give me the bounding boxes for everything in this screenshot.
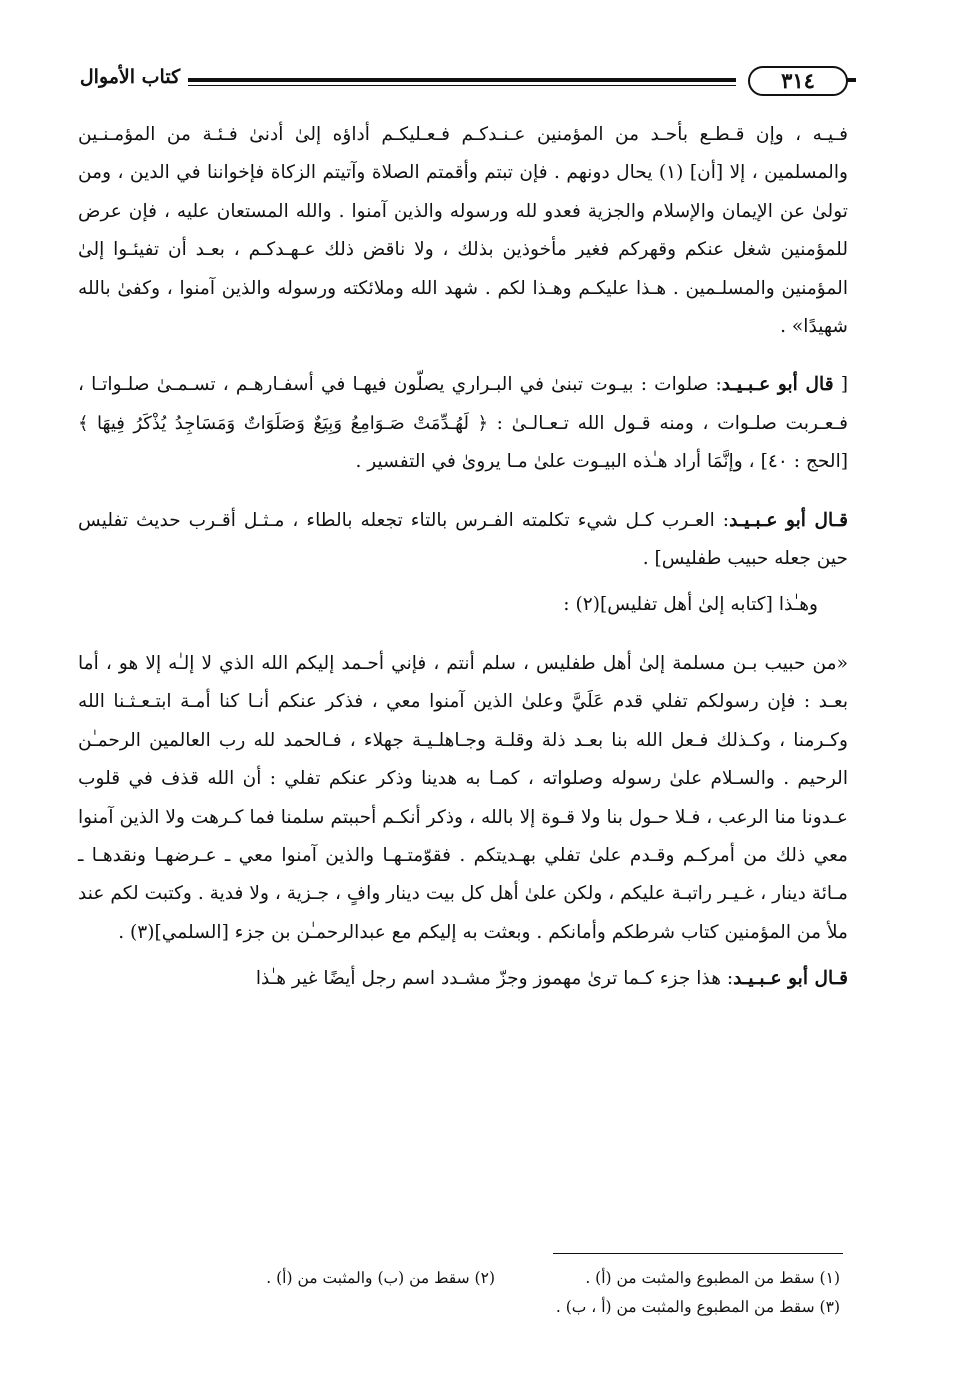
text-segment: [الحج : ٤٠] ، وإنَّمَا أراد هـٰذه البيـوت علىٰ مـا يروىٰ في التفسير . — [355, 451, 848, 473]
paragraph-salawat — [78, 366, 848, 481]
paragraph-treaty-end: فـيـه ، وإن قـطـع بأحـد من المؤمنين عـنـدكـم فـعـليكـم أداؤه إلىٰ أدنىٰ فـئـة من المؤمـنـين والمسلمين ، إلا [أن] (١) يحال دونهم . فإن تبتم وأقمتم الصلاة وآتيتم الزكاة فإخواننا في الدين ، ومن تولىٰ عن الإيمان والإسلام والجزية فعدو لله ورسوله والذين آمنوا . والله المستعان عليه ، فإن عرض للمؤمنين شغل عنكم وقهركم فغير مأخوذين بذلك ، ولا ناقض ذلك عـهـدكـم ، بعـد أن تفيئـوا إلىٰ المؤمنين والمسلـمين . هـذا عليكـم وهـذا لكم . شهد الله وملائكته ورسوله والذين آمنوا ، وكفىٰ بالله شهيدًا» . — [78, 124, 848, 338]
header-rule — [188, 78, 736, 86]
quran-verse: ﴿ لَهُـدِّمَتْ صَـوَامِعُ وَبِيَعٌ وَصَلَوَاتٌ وَمَسَاجِدُ يُذْكَرُ فِيهَا ﴾ — [78, 412, 488, 434]
paragraph-juz — [78, 960, 848, 998]
book-title: كتاب الأموال — [79, 66, 181, 88]
page-body — [78, 116, 848, 999]
paragraph-letter: «من حبيب بـن مسلمة إلىٰ أهل طفليس ، سلم أنتم ، فإني أحـمد إليكم الله الذي لا إلـٰه إلا هو ، أما بعـد : فإن رسولكم تفلي قدم عَلَيَّ وعلىٰ الذين آمنوا معي ، فذكر عنكم أنـا كنا أمـة ابتـعـثـنا الله وكـرمنا ، وكـذلك فـعل الله بنا بعـد ذلة وقلـة وجـاهلـيـة جهلاء ، فـالحمد لله رب العالمين الرحمـٰن الرحيم . والسـلام علىٰ رسوله وصلواته ، كمـا به هدينا وذكر عنكم تفلي : أن الله قذف في قلوب عـدونا منا الرعب ، فـلا حـول بنا ولا قـوة إلا بالله ، وذكر أنكـم أحببتم سلمنا فما كـرهت ولا الذين آمنوا معي ذلك من أمركـم وقـدم علىٰ تفلي بهـديتكم . فقوّمتـهـا والذين آمنوا معي ـ عـرضهـا ونقدهـا ـ مـائة دينار ، غـيـر راتبـة عليكم ، ولكن علىٰ أهل كل بيت دينار وافٍ ، جـزية ، ولا فدية . وكتبت لكم عند ملأ من المؤمنين كتاب شرطكم وأمانكم . وبعثت به إليكم مع عبدالرحمـٰن بن جزء [السلمي](٣) . — [78, 652, 848, 943]
speaker-abu-ubaid: قـال أبو عـبـيـد — [733, 968, 848, 990]
paragraph-letter-intro: وهـٰذا [كتابه إلىٰ أهل تفليس](٢) : — [563, 594, 818, 616]
text-segment: : هذا جزء كـما ترىٰ مهموز وجزّ مشـدد اسم رجل أيضًا غير هـٰذا — [255, 968, 734, 990]
footnotes — [150, 1264, 840, 1322]
speaker-abu-ubaid: قـال أبو عـبـيـد — [729, 509, 848, 531]
page-number: ٣١٤ — [748, 66, 848, 96]
header-rule-right — [846, 78, 856, 82]
text-segment: : العـرب كـل شيء تكلمته الفـرس بالتاء تجعله بالطاء ، مـثـل أقـرب حديث تفليس حين جعله حبيب طفليس] . — [78, 509, 848, 570]
paragraph-tiflis — [78, 502, 848, 579]
speaker-abu-ubaid: قال أبو عـبـيـد — [721, 374, 834, 396]
footnote-3: (٣) سقط من المطبوع والمثبت من (أ ، ب) . — [555, 1298, 840, 1316]
footnote-separator — [553, 1253, 843, 1254]
footnote-2: (٢) سقط من (ب) والمثبت من (أ) . — [266, 1269, 495, 1287]
bracket-open: [ — [833, 374, 848, 396]
footnote-1: (١) سقط من المطبوع والمثبت من (أ) . — [585, 1269, 840, 1287]
running-header — [78, 60, 848, 100]
footnote-row — [150, 1264, 840, 1293]
text-segment: : صلوات : بيـوت تبنىٰ في البـراري يصلّون فيهـا في أسفـارهـم ، تسـمـىٰ صلـواتـا ، فـعـربت صلـوات ، ومنه قـول الله تـعـالـىٰ : — [78, 374, 849, 434]
